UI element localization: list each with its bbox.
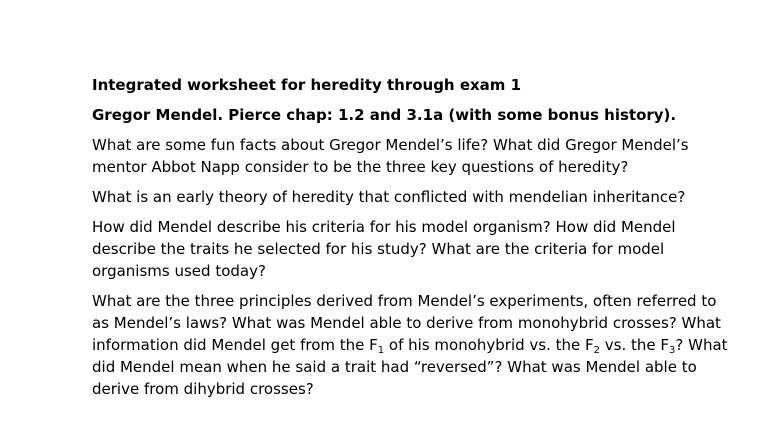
question-paragraph-life-facts: What are some fun facts about Gregor Mendel’s life? What did Gregor Mendel’s mentor Abbot Napp consider to be the three key questions of heredity? — [92, 136, 689, 176]
question-paragraph-early-theory: What is an early theory of heredity that conflicted with mendelian inheritance? — [92, 188, 686, 206]
subscript: 2 — [593, 345, 601, 356]
paragraph-text-part: ? What did Mendel mean when he said a trait had “reversed”? What was Mendel able to derive from dihybrid crosses? — [92, 336, 728, 398]
subscript: 1 — [377, 345, 385, 356]
paragraph-text-part: of his monohybrid vs. the F — [384, 336, 594, 354]
paragraph-text-part: vs. the F — [600, 336, 670, 354]
subscript: 3 — [669, 345, 676, 356]
question-paragraph-model-organism: How did Mendel describe his criteria for his model organism? How did Mendel describe the traits he selected for his study? What are the criteria for model organisms used today? — [92, 218, 676, 280]
document-page — [92, 74, 732, 408]
paragraph-text-part: What are the three principles derived from Mendel’s experiments, often referred to as Mendel’s laws? What was Mendel able to derive from monohybrid crosses? What information did Mendel get from the F — [92, 292, 721, 354]
question-paragraph-mendels-laws — [92, 290, 732, 400]
document-title: Integrated worksheet for heredity through exam 1 — [92, 76, 522, 94]
section-heading: Gregor Mendel. Pierce chap: 1.2 and 3.1a (with some bonus history). — [92, 106, 677, 124]
